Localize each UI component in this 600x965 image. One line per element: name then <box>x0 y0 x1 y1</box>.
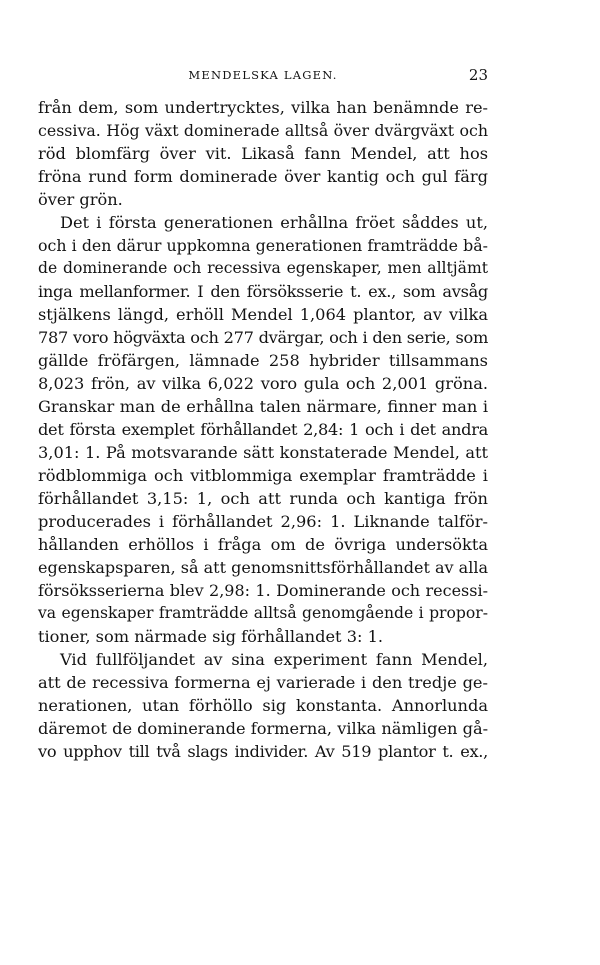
running-title: MENDELSKA LAGEN. <box>188 68 338 82</box>
text-line: och i den därur uppkomna generationen framträdde bå- <box>38 236 488 255</box>
body-text <box>38 96 488 763</box>
text-line: egenskapsparen, så att genomsnittsförhållandet av alla <box>38 558 488 577</box>
text-line: det första exemplet förhållandet 2,84: 1 och i det andra <box>38 420 488 439</box>
text-line: tioner, som närmade sig förhållandet 3: 1. <box>38 627 384 646</box>
text-line: Det i första generationen erhållna fröet såddes ut, <box>60 213 488 232</box>
text-line: röd blomfärg över vit. Likaså fann Mendel, att hos <box>38 144 488 163</box>
text-line: fröna rund form dominerade över kantig och gul färg <box>38 167 488 186</box>
text-line: hållanden erhöllos i fråga om de övriga undersökta <box>38 535 488 554</box>
text-line: cessiva. Hög växt dominerade alltså över dvärgväxt och <box>38 121 488 140</box>
text-line: 3,01: 1. På motsvarande sätt konstaterade Mendel, att <box>38 443 488 462</box>
text-line: vo upphov till två slags individer. Av 519 plantor t. ex., <box>38 742 488 761</box>
text-line: Granskar man de erhållna talen närmare, finner man i <box>38 397 488 416</box>
text-line: gällde fröfärgen, lämnade 258 hybrider tillsammans <box>38 351 488 370</box>
text-line: va egenskaper framträdde alltså genomgående i propor- <box>38 604 488 622</box>
text-line: de dominerande och recessiva egenskaper, men alltjämt <box>38 259 488 277</box>
text-line: från dem, som undertrycktes, vilka han benämnde re- <box>38 98 488 117</box>
text-line: inga mellanformer. I den försöksserie t. ex., som avsåg <box>38 282 488 301</box>
text-line: 8,023 frön, av vilka 6,022 voro gula och 2,001 gröna. <box>38 374 488 393</box>
running-head <box>38 66 488 86</box>
text-line: försöksserierna blev 2,98: 1. Dominerande och recessi- <box>38 581 488 600</box>
page-number: 23 <box>468 66 488 84</box>
text-line: förhållandet 3,15: 1, och att runda och kantiga frön <box>38 489 488 508</box>
text-line: producerades i förhållandet 2,96: 1. Liknande talför- <box>38 512 488 531</box>
text-line: nerationen, utan förhöllo sig konstanta. Annorlunda <box>38 696 488 715</box>
text-line: 787 voro högväxta och 277 dvärgar, och i den serie, som <box>38 328 488 347</box>
text-line: rödblommiga och vitblommiga exemplar framträdde i <box>38 466 488 485</box>
text-line: däremot de dominerande formerna, vilka nämligen gå- <box>38 719 489 738</box>
text-line: över grön. <box>38 190 123 209</box>
text-line: Vid fullföljandet av sina experiment fann Mendel, <box>60 650 488 669</box>
text-line: att de recessiva formerna ej varierade i den tredje ge- <box>38 673 488 692</box>
text-line: stjälkens längd, erhöll Mendel 1,064 plantor, av vilka <box>38 305 488 324</box>
